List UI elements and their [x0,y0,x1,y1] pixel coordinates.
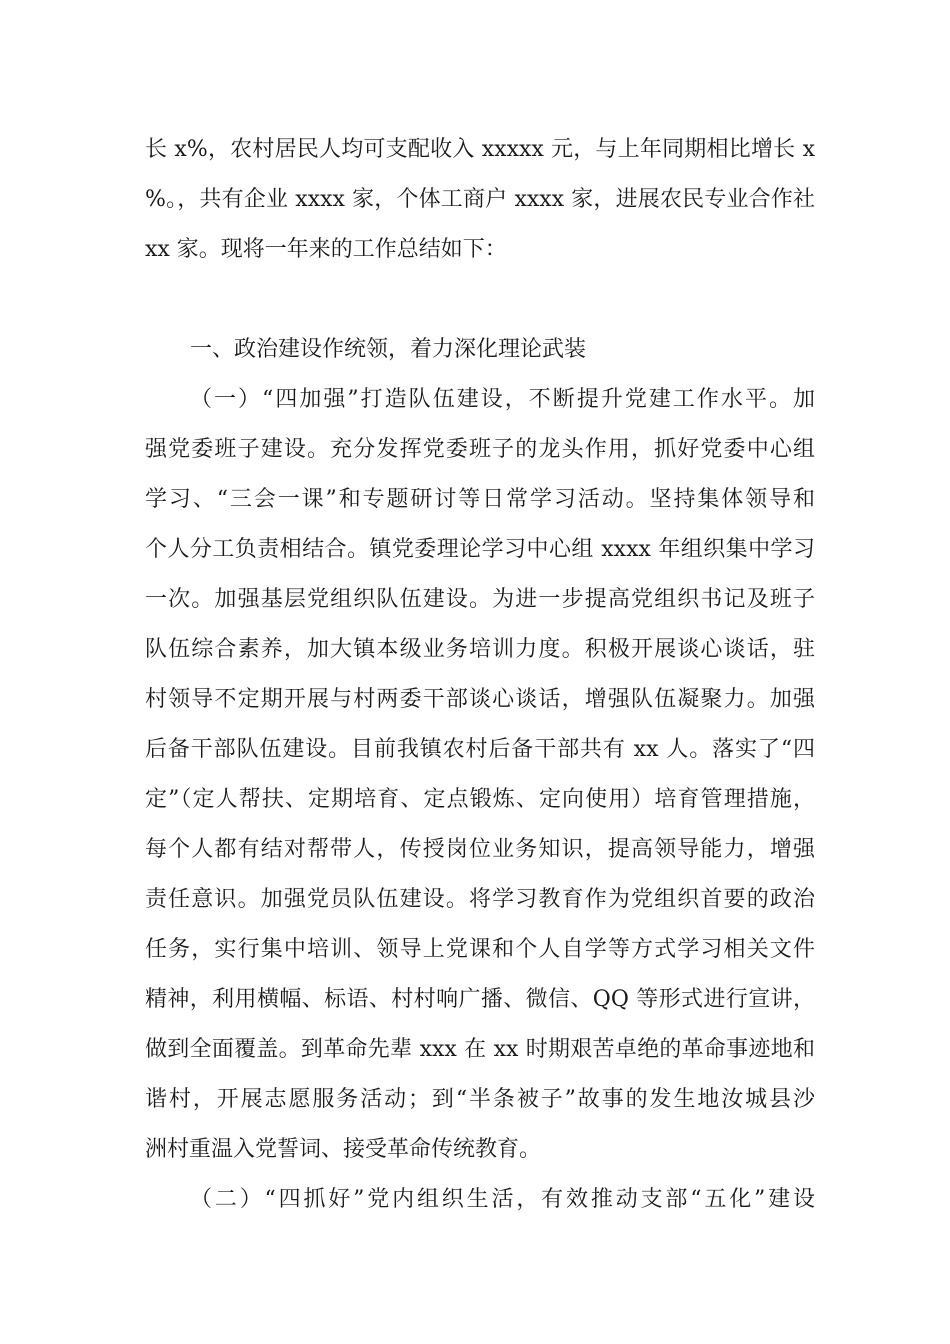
body-text-line-10: 队伍综合素养，加大镇本级业务培训力度。积极开展谈心谈话，驻 [145,637,815,662]
body-text-line-1: 长 x%，农村居民人均可支配收入 xxxxx 元，与上年同期相比增长 x [145,137,815,162]
body-text-line-9: 一次。加强基层党组织队伍建设。为进一步提高党组织书记及班子 [145,587,815,612]
body-text-line-3: xx 家。现将一年来的工作总结如下： [145,237,507,262]
body-text-line-11: 村领导不定期开展与村两委干部谈心谈话，增强队伍凝聚力。加强 [145,687,815,712]
body-text-line-14: 每个人都有结对帮带人，传授岗位业务知识，提高领导能力，增强 [145,837,815,862]
section-heading-1: 一、政治建设作统领，着力深化理论武装 [190,337,587,362]
body-text-line-20: 洲村重温入党誓词、接受革命传统教育。 [145,1137,542,1162]
subsection-heading-1: （一）“四加强”打造队伍建设，不断提升党建工作水平。加 [190,387,815,412]
body-text-line-19: 谐村，开展志愿服务活动；到“半条被子”故事的发生地汝城县沙 [145,1087,815,1112]
body-text-line-16: 任务，实行集中培训、领导上党课和个人自学等方式学习相关文件 [145,937,815,962]
subsection-heading-2: （二）“四抓好”党内组织生活，有效推动支部“五化”建设 [190,1187,815,1212]
body-text-line-8: 个人分工负责相结合。镇党委理论学习中心组 xxxx 年组织集中学习 [145,537,815,562]
body-text-line-6: 强党委班子建设。充分发挥党委班子的龙头作用，抓好党委中心组 [145,437,815,462]
body-text-line-13: 定”（定人帮扶、定期培育、定点锻炼、定向使用）培育管理措施， [145,787,815,812]
body-text-line-2: %。，共有企业 xxxx 家，个体工商户 xxxx 家，进展农民专业合作社 [145,187,815,212]
body-text-line-18: 做到全面覆盖。到革命先辈 xxx 在 xx 时期艰苦卓绝的革命事迹地和 [145,1037,815,1062]
body-text-line-15: 责任意识。加强党员队伍建设。将学习教育作为党组织首要的政治 [145,887,815,912]
body-text-line-17: 精神，利用横幅、标语、村村响广播、微信、QQ 等形式进行宣讲， [145,987,815,1012]
body-text-line-12: 后备干部队伍建设。目前我镇农村后备干部共有 xx 人。落实了“四 [145,737,815,762]
body-text-line-7: 学习、“三会一课”和专题研讨等日常学习活动。坚持集体领导和 [145,487,815,512]
